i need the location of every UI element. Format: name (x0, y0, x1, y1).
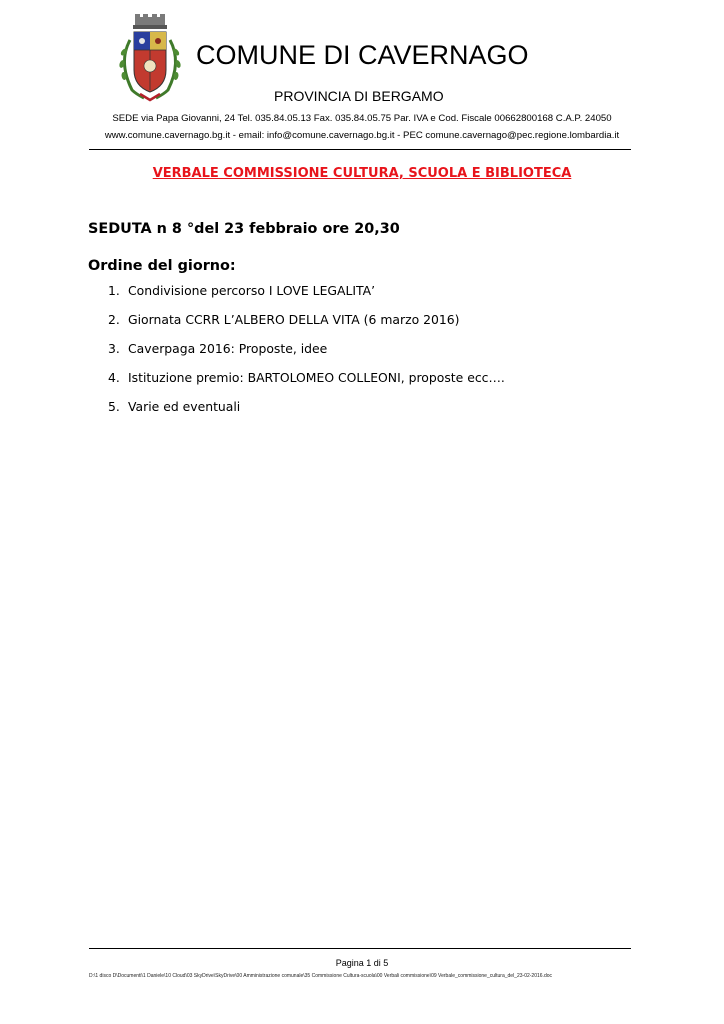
contacts-line: www.comune.cavernago.bg.it - email: info@comune.cavernago.bg.it - PEC comune.cavernago@pec.regione.lombardia.it (104, 130, 620, 141)
page-number: Pagina 1 di 5 (335, 958, 389, 968)
session-heading: SEDUTA n 8 °del 23 febbraio ore 20,30 (88, 221, 400, 237)
header-divider (89, 149, 631, 150)
agenda-item (108, 370, 505, 385)
document-title: VERBALE COMMISSIONE CULTURA, SCUOLA E BIBLIOTECA (152, 166, 572, 181)
municipality-title: COMUNE DI CAVERNAGO (196, 40, 529, 70)
file-path: D:\1 disco D\Documenti\1 Daniele\10 Cloud\03 SkyDrive\SkyDrive\00 Amministrazione comunale\35 Commissione Cultura-scuola\00 Verbali commissione\09 Verbale_commissione_cultura_del_23-02-2016.doc (89, 973, 553, 979)
agenda-item-number: 2. (108, 312, 120, 327)
province-subtitle: PROVINCIA DI BERGAMO (274, 88, 444, 104)
agenda-item-text: Caverpaga 2016: Proposte, idee (128, 341, 328, 356)
agenda-item-text: Varie ed eventuali (128, 399, 241, 414)
agenda-item-number: 5. (108, 399, 120, 414)
agenda-item-number: 1. (108, 283, 120, 298)
address-line: SEDE via Papa Giovanni, 24 Tel. 035.84.05.13 Fax. 035.84.05.75 Par. IVA e Cod. Fiscale 00662800168 C.A.P. 24050 (112, 113, 612, 124)
agenda-item (108, 399, 240, 414)
agenda-item (108, 283, 375, 298)
agenda-item-number: 4. (108, 370, 120, 385)
agenda-item (108, 341, 327, 356)
coat-of-arms-icon (114, 14, 186, 104)
agenda-heading: Ordine del giorno: (88, 258, 236, 274)
footer-divider (89, 948, 631, 949)
agenda-item-text: Condivisione percorso I LOVE LEGALITA’ (128, 283, 376, 298)
agenda-item-number: 3. (108, 341, 120, 356)
agenda-item (108, 312, 459, 327)
agenda-item-text: Giornata CCRR L’ALBERO DELLA VITA (6 marzo 2016) (128, 312, 460, 327)
agenda-item-text: Istituzione premio: BARTOLOMEO COLLEONI, proposte ecc…. (128, 370, 505, 385)
